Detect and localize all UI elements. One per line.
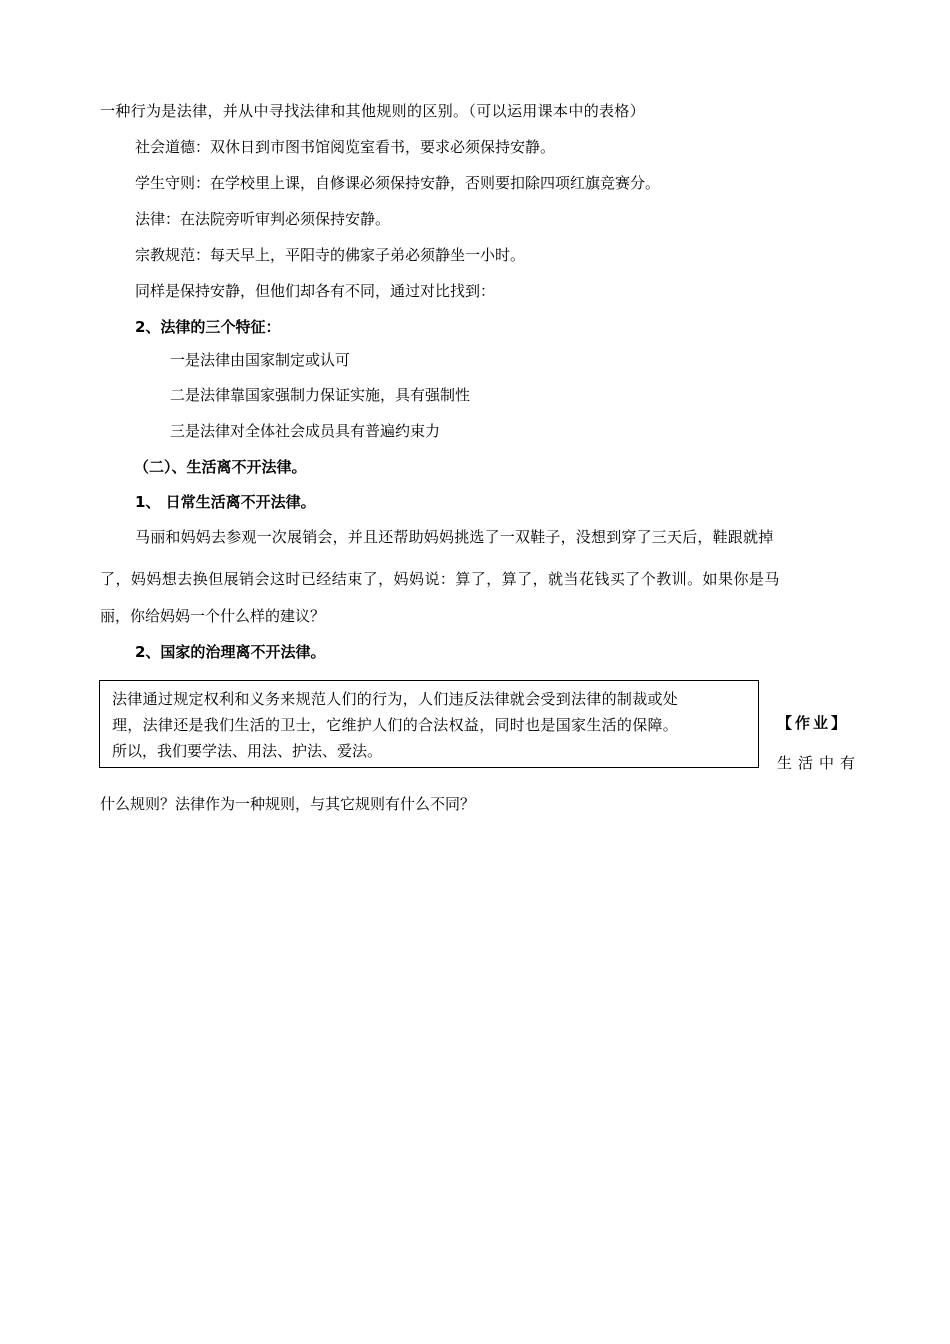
paragraph-religious-norms: 宗教规范：每天早上，平阳寺的佛家子弟必须静坐一小时。 bbox=[135, 246, 526, 264]
homework-text-start: 生活中有 bbox=[777, 754, 862, 772]
feature-item-2: 二是法律靠国家强制力保证实施，具有强制性 bbox=[170, 386, 471, 404]
heading-state-governance: 2、国家的治理离不开法律。 bbox=[135, 643, 326, 661]
heading-daily-life: 1、 日常生活离不开法律。 bbox=[135, 493, 316, 511]
summary-line-2: 理，法律还是我们生活的卫士，它维护人们的合法权益，同时也是国家生活的保障。 bbox=[112, 716, 679, 734]
paragraph-law: 法律：在法院旁听审判必须保持安静。 bbox=[135, 210, 391, 228]
summary-line-3: 所以，我们要学法、用法、护法、爱法。 bbox=[112, 742, 383, 760]
summary-box bbox=[99, 680, 759, 768]
paragraph-student-rules: 学生守则：在学校里上课，自修课必须保持安静，否则要扣除四项红旗竞赛分。 bbox=[135, 174, 661, 192]
homework-text-rest: 什么规则？法律作为一种规则，与其它规则有什么不同？ bbox=[100, 795, 476, 813]
paragraph-intro: 一种行为是法律，并从中寻找法律和其他规则的区别。（可以运用课本中的表格） bbox=[100, 102, 646, 120]
summary-line-1: 法律通过规定权利和义务来规范人们的行为，人们违反法律就会受到法律的制裁或处 bbox=[112, 690, 679, 708]
heading-life-needs-law: （二）、生活离不开法律。 bbox=[134, 458, 307, 476]
heading-law-features: 2、法律的三个特征： bbox=[135, 318, 281, 336]
story-line-1: 马丽和妈妈去参观一次展销会，并且还帮助妈妈挑选了一双鞋子，没想到穿了三天后，鞋跟就掉 bbox=[135, 528, 774, 546]
story-line-2: 了，妈妈想去换但展销会这时已经结束了，妈妈说：算了，算了，就当花钱买了个教训。如果你是马 bbox=[100, 570, 780, 588]
homework-label: 【作业】 bbox=[777, 714, 850, 732]
paragraph-comparison: 同样是保持安静，但他们却各有不同，通过对比找到： bbox=[135, 282, 496, 300]
feature-item-1: 一是法律由国家制定或认可 bbox=[170, 351, 351, 369]
story-line-3: 丽，你给妈妈一个什么样的建议？ bbox=[100, 607, 326, 625]
feature-item-3: 三是法律对全体社会成员具有普遍约束力 bbox=[170, 422, 441, 440]
paragraph-social-morality: 社会道德：双休日到市图书馆阅览室看书，要求必须保持安静。 bbox=[135, 138, 556, 156]
